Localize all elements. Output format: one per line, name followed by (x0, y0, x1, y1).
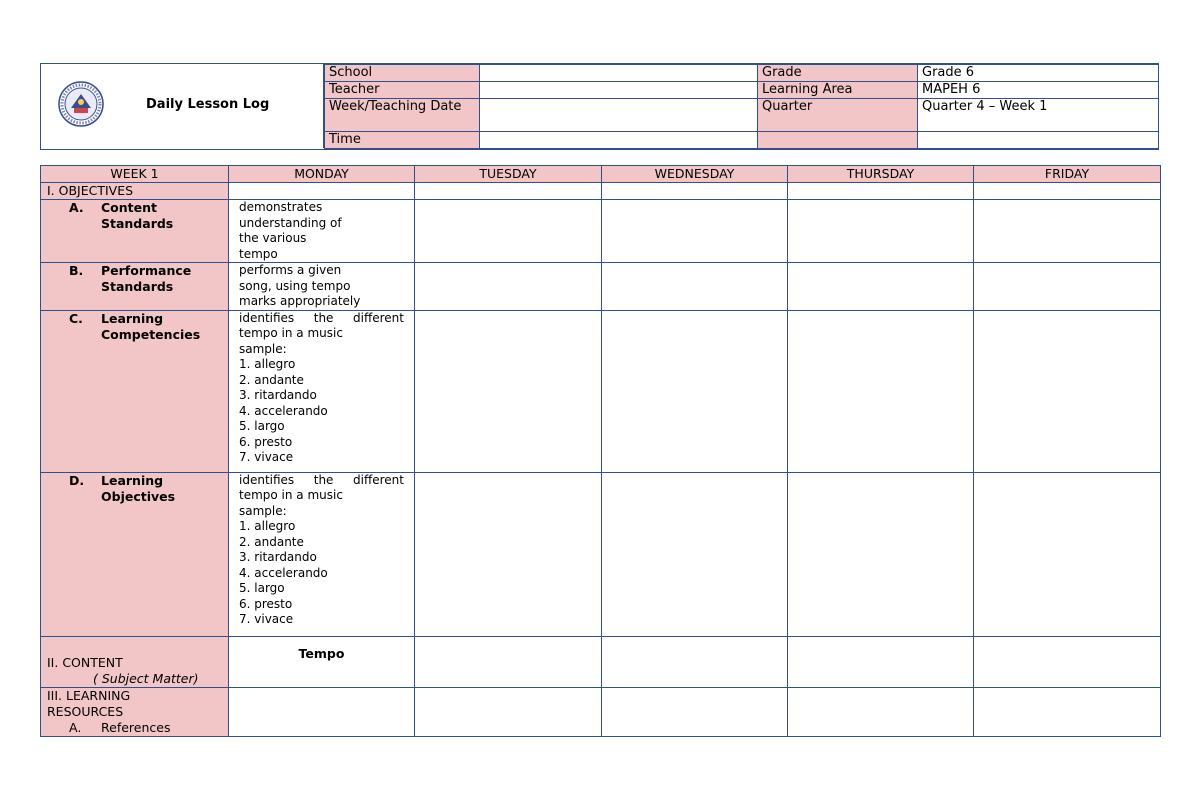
content-label: II. CONTENT ( Subject Matter) (41, 636, 229, 687)
cell-wednesday[interactable] (602, 636, 788, 687)
column-header-tuesday: TUESDAY (415, 166, 602, 183)
cell-thursday[interactable] (788, 200, 974, 263)
performance-standards-text: performs a given song, using tempo marks appropriately (239, 263, 361, 308)
cell-thursday[interactable] (788, 310, 974, 472)
objectives-heading: I. OBJECTIVES (41, 183, 229, 200)
cell-monday[interactable] (229, 183, 415, 200)
performance-standards-label: B. Performance Standards (41, 263, 229, 311)
table-header-row (41, 166, 1161, 183)
column-header-week: WEEK 1 (41, 166, 229, 183)
cell-tuesday[interactable] (415, 636, 602, 687)
time-label: Time (325, 132, 480, 149)
learning-competencies-label: C. Learning Competencies (41, 310, 229, 472)
learning-competencies-text: identifies the different tempo in a music sample: 1. allegro 2. andante 3. ritardando 4. accelerando 5. largo 6. presto 7. vivace (239, 310, 404, 464)
logo-area (41, 64, 324, 148)
teacher-label: Teacher (325, 82, 480, 99)
learning-resources-row (41, 687, 1161, 736)
cell-wednesday[interactable] (602, 183, 788, 200)
cell-tuesday[interactable] (415, 200, 602, 263)
grade-field[interactable]: Grade 6 (918, 65, 1159, 82)
cell-thursday[interactable] (788, 636, 974, 687)
week-date-field[interactable] (480, 99, 758, 132)
content-monday[interactable] (229, 636, 415, 687)
quarter-field[interactable]: Quarter 4 – Week 1 (918, 99, 1159, 132)
column-header-monday: MONDAY (229, 166, 415, 183)
content-standards-label: A. Content Standards (41, 200, 229, 263)
learning-competencies-row (41, 310, 1161, 472)
cell-friday[interactable] (974, 636, 1161, 687)
cell-wednesday[interactable] (602, 200, 788, 263)
time-field[interactable] (480, 132, 758, 149)
learning-objectives-label: D. Learning Objectives (41, 472, 229, 636)
cell-thursday[interactable] (788, 183, 974, 200)
column-header-friday: FRIDAY (974, 166, 1161, 183)
content-standards-text: demonstrates understanding of the various tempo (239, 200, 342, 261)
cell-tuesday[interactable] (415, 183, 602, 200)
grade-label: Grade (758, 65, 918, 82)
column-header-wednesday: WEDNESDAY (602, 166, 788, 183)
cell-friday[interactable] (974, 263, 1161, 311)
learning-area-field[interactable]: MAPEH 6 (918, 82, 1159, 99)
cell-thursday[interactable] (788, 263, 974, 311)
quarter-label: Quarter (758, 99, 918, 132)
learning-resources-label: III. LEARNING RESOURCES A. References (41, 687, 229, 736)
blank-label-cell (758, 132, 918, 149)
teacher-field[interactable] (480, 82, 758, 99)
learning-competencies-monday[interactable] (229, 310, 415, 472)
cell-tuesday[interactable] (415, 687, 602, 736)
learning-objectives-monday[interactable] (229, 472, 415, 636)
cell-thursday[interactable] (788, 687, 974, 736)
content-topic: Tempo (298, 645, 345, 661)
learning-objectives-text: identifies the different tempo in a music sample: 1. allegro 2. andante 3. ritardando 4. accelerando 5. largo 6. presto 7. vivace (239, 472, 404, 626)
cell-wednesday[interactable] (602, 472, 788, 636)
content-standards-row (41, 200, 1161, 263)
deped-seal-icon (58, 81, 104, 127)
learning-area-label: Learning Area (758, 82, 918, 99)
cell-thursday[interactable] (788, 472, 974, 636)
cell-wednesday[interactable] (602, 687, 788, 736)
objectives-row (41, 183, 1161, 200)
week-date-label: Week/Teaching Date (325, 99, 480, 132)
cell-wednesday[interactable] (602, 310, 788, 472)
cell-tuesday[interactable] (415, 472, 602, 636)
cell-friday[interactable] (974, 310, 1161, 472)
performance-standards-monday[interactable] (229, 263, 415, 311)
lesson-info-table (324, 64, 1159, 149)
column-header-thursday: THURSDAY (788, 166, 974, 183)
cell-friday[interactable] (974, 687, 1161, 736)
cell-tuesday[interactable] (415, 263, 602, 311)
page-title: Daily Lesson Log (146, 97, 270, 112)
school-field[interactable] (480, 65, 758, 82)
school-label: School (325, 65, 480, 82)
cell-monday[interactable] (229, 687, 415, 736)
cell-friday[interactable] (974, 200, 1161, 263)
dll-header (40, 63, 1159, 150)
cell-friday[interactable] (974, 472, 1161, 636)
cell-friday[interactable] (974, 183, 1161, 200)
blank-field-cell[interactable] (918, 132, 1159, 149)
performance-standards-row (41, 263, 1161, 311)
cell-wednesday[interactable] (602, 263, 788, 311)
content-row (41, 636, 1161, 687)
learning-objectives-row (41, 472, 1161, 636)
lesson-log-table (40, 165, 1161, 737)
content-standards-monday[interactable] (229, 200, 415, 263)
cell-tuesday[interactable] (415, 310, 602, 472)
